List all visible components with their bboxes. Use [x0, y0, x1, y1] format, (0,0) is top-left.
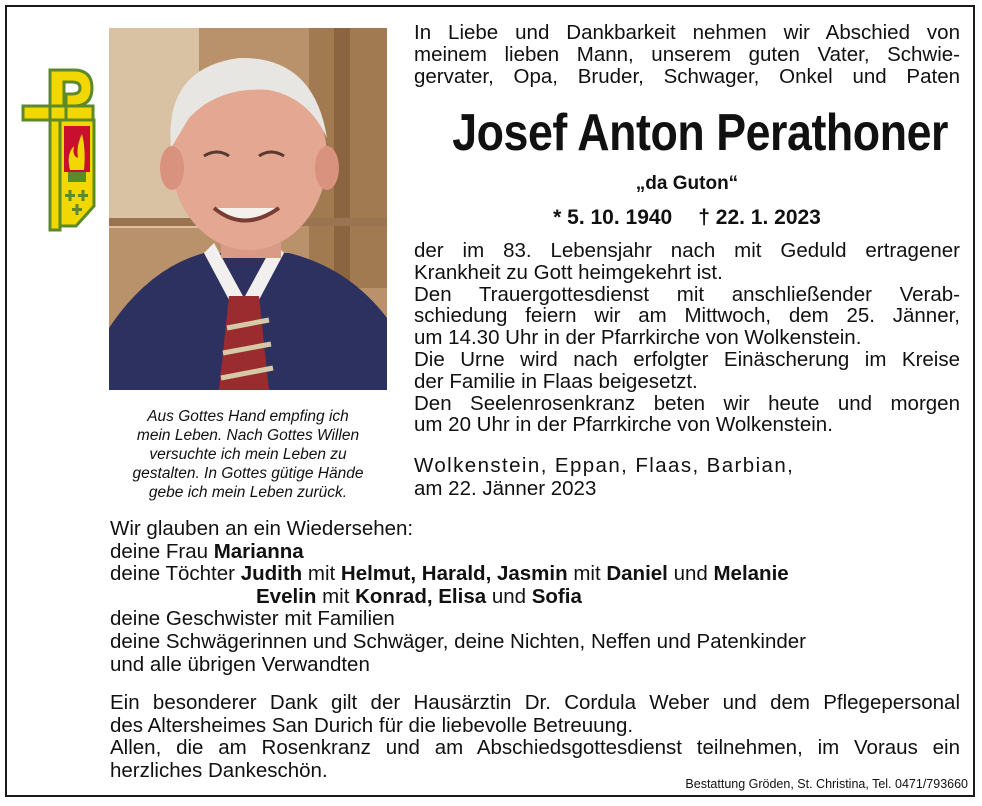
body-line: Den Trauergottesdienst mit anschließender Verab-	[414, 282, 960, 306]
body-line: der im 83. Lebensjahr nach mit Geduld ertragener	[414, 239, 960, 262]
funeral-home-footer: Bestattung Gröden, St. Christina, Tel. 0471/793660	[685, 777, 968, 791]
family-names: Helmut, Harald, Jasmin	[340, 562, 568, 586]
mourners-list	[110, 518, 970, 676]
death-date: † 22. 1. 2023	[698, 206, 821, 229]
places-and-date	[414, 454, 960, 500]
body-line: Krankheit zu Gott heimgekehrt ist.	[414, 260, 723, 284]
body-line: um 20 Uhr in der Pfarrkirche von Wolkenstein.	[414, 413, 833, 437]
connector-text: und	[667, 562, 714, 586]
intro-line: meinem lieben Mann, unserem guten Vater, Schwie-	[414, 42, 960, 66]
thanks-line: herzliches Dankeschön.	[110, 758, 328, 782]
mourners-daughters	[110, 563, 970, 586]
quote-line: mein Leben. Nach Gottes Willen	[136, 427, 360, 444]
family-name: Melanie	[713, 562, 789, 586]
date-line: am 22. Jänner 2023	[414, 477, 597, 500]
body-line: Den Seelenrosenkranz beten wir heute und morgen	[414, 391, 960, 415]
connector-text: und	[486, 584, 532, 608]
chi-rho-cross-with-flame-icon	[20, 66, 98, 238]
quote-line: gebe ich mein Leben zurück.	[148, 484, 348, 501]
memorial-quote	[109, 407, 387, 502]
quote-line: gestalten. In Gottes gütige Hände	[132, 465, 364, 482]
body-line: der Familie in Flaas beigesetzt.	[414, 369, 698, 393]
quote-line: versuchte ich mein Leben zu	[149, 446, 347, 463]
nickname: „da Guton“	[635, 173, 739, 194]
mourners-daughter-2	[110, 586, 970, 609]
label-text: deine Töchter	[110, 562, 241, 586]
portrait-photo	[109, 28, 387, 390]
family-name: Daniel	[606, 562, 668, 586]
birth-date: * 5. 10. 1940	[553, 206, 673, 229]
mourners-siblings: deine Geschwister mit Familien	[110, 607, 395, 631]
connector-text: mit	[567, 562, 607, 586]
mourners-inlaws: deine Schwägerinnen und Schwäger, deine Nichten, Neffen und Patenkinder	[110, 629, 806, 653]
body-line: Die Urne wird nach erfolgter Einäscherung im Kreise	[414, 347, 960, 371]
family-name: Sofia	[531, 584, 582, 608]
intro-line: In Liebe und Dankbarkeit nehmen wir Abschied von	[414, 21, 960, 44]
body-text	[414, 240, 960, 436]
connector-text: mit	[316, 584, 356, 608]
places-line: Wolkenstein, Eppan, Flaas, Barbian,	[414, 454, 795, 477]
life-dates	[414, 206, 960, 230]
wife-name: Marianna	[213, 539, 304, 563]
thanks-text	[110, 692, 960, 782]
label-text: deine Frau	[110, 539, 214, 563]
mourners-wife	[110, 541, 970, 564]
quote-line: Aus Gottes Hand empfing ich	[147, 408, 349, 425]
thanks-line: Ein besonderer Dank gilt der Hausärztin Dr. Cordula Weber und dem Pflegepersonal	[110, 691, 960, 714]
mourners-intro: Wir glauben an ein Wiedersehen:	[110, 517, 414, 540]
daughter-name: Judith	[240, 562, 303, 586]
body-line: schiedung feiern wir am Mittwoch, dem 25. Jänner,	[414, 304, 960, 328]
intro-line: gervater, Opa, Bruder, Schwager, Onkel und Paten	[414, 64, 960, 88]
mourners-relatives: und alle übrigen Verwandten	[110, 652, 370, 676]
family-names: Konrad, Elisa	[355, 584, 487, 608]
thanks-line: des Altersheimes San Durich für die liebevolle Betreuung.	[110, 713, 634, 737]
body-line: um 14.30 Uhr in der Pfarrkirche von Wolkenstein.	[414, 326, 862, 350]
daughter-name: Evelin	[256, 584, 317, 608]
connector-text: mit	[302, 562, 341, 586]
intro-text	[414, 22, 960, 87]
deceased-name: Josef Anton Perathoner	[452, 104, 949, 162]
thanks-line: Allen, die am Rosenkranz und am Abschiedsgottesdienst teilnehmen, im Voraus ein	[110, 736, 960, 760]
